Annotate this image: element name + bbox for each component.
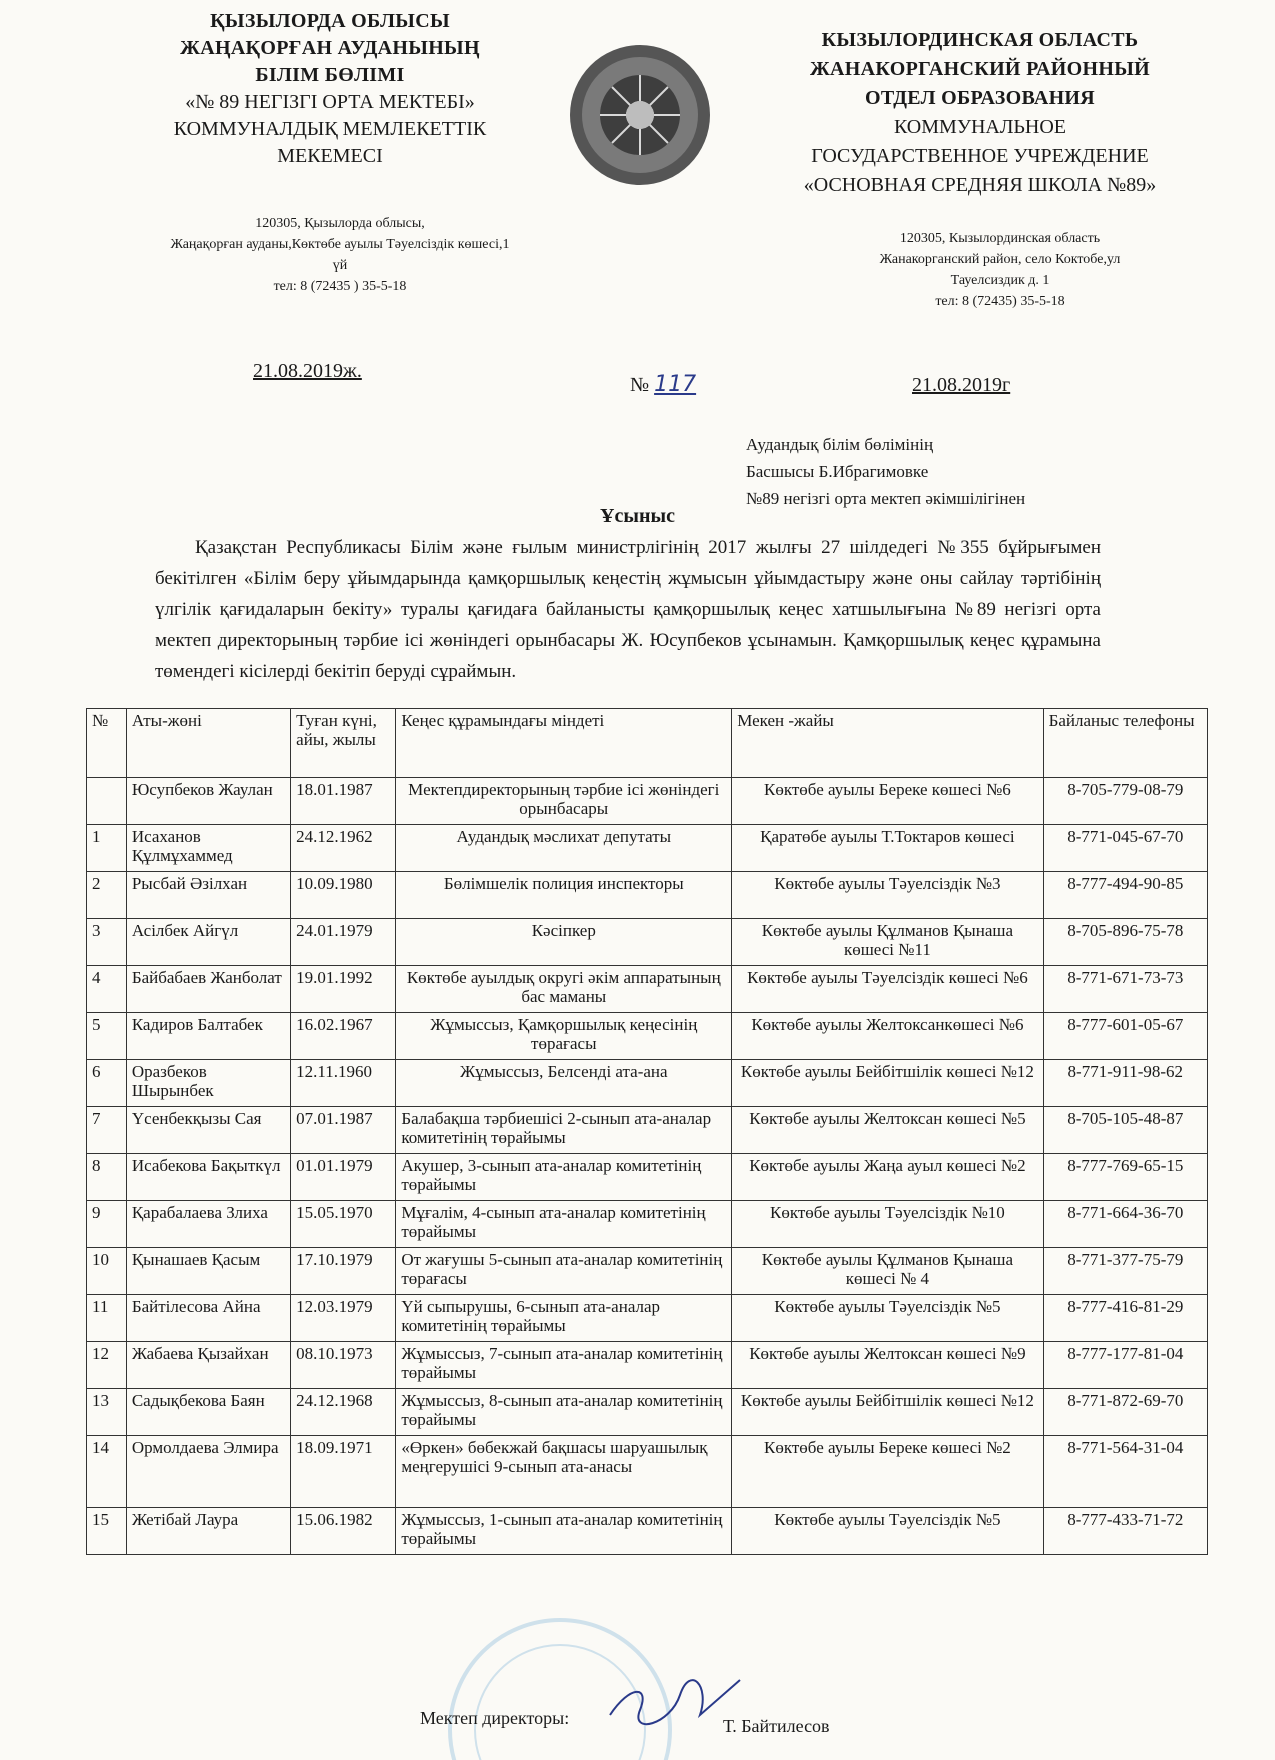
table-row: [87, 1508, 1208, 1555]
cell-birth: 24.01.1979: [291, 919, 396, 966]
header-left-line: «№ 89 НЕГІЗГІ ОРТА МЕКТЕБІ»: [185, 91, 475, 113]
address-line: 120305, Кызылординская область: [899, 231, 1101, 246]
table-row: [87, 1436, 1208, 1508]
header-right-line: ЖАНАКОРГАНСКИЙ РАЙОННЫЙ: [809, 58, 1151, 80]
header-right: [760, 26, 1200, 200]
cell-no: 5: [87, 1013, 127, 1060]
cell-phone: 8-777-177-81-04: [1043, 1342, 1207, 1389]
cell-address: Көктөбе ауылы Құлманов Қынаша көшесі №11: [732, 919, 1043, 966]
cell-phone: 8-771-911-98-62: [1043, 1060, 1207, 1107]
table-row: [87, 1201, 1208, 1248]
cell-role: Акушер, 3-сынып ата-аналар комитетінің төрайымы: [396, 1154, 732, 1201]
cell-no: 7: [87, 1107, 127, 1154]
header-right-line: ГОСУДАРСТВЕННОЕ УЧРЕЖДЕНИЕ: [811, 145, 1149, 167]
cell-role: Көктөбе ауылдық округі әкім аппаратының бас маманы: [396, 966, 732, 1013]
header-no: №: [87, 709, 127, 778]
cell-birth: 01.01.1979: [291, 1154, 396, 1201]
header-left-line: МЕКЕМЕСІ: [277, 145, 383, 167]
table-row: [87, 1154, 1208, 1201]
header-role: Кеңес құрамындағы міндеті: [396, 709, 732, 778]
cell-no: 14: [87, 1436, 127, 1508]
cell-no: 2: [87, 872, 127, 919]
cell-phone: 8-705-105-48-87: [1043, 1107, 1207, 1154]
address-line: тел: 8 (72435) 35-5-18: [935, 294, 1065, 309]
cell-role: От жағушы 5-сынып ата-аналар комитетінің төрағасы: [396, 1248, 732, 1295]
cell-role: Жұмыссыз, Белсенді ата-ана: [396, 1060, 732, 1107]
document-title: Ұсыныс: [600, 505, 675, 527]
address-line: Жаңақорған ауданы,Көктөбе ауылы Тәуелсіздік көшесі,1: [170, 237, 510, 252]
cell-role: Мектепдиректорының тәрбие ісі жөніндегі орынбасары: [396, 778, 732, 825]
table-row: [87, 778, 1208, 825]
cell-name: Үсенбекқызы Сая: [126, 1107, 290, 1154]
addressee-line: Басшысы Б.Ибрагимовке: [746, 462, 929, 481]
cell-address: Көктөбе ауылы Тәуелсіздік №10: [732, 1201, 1043, 1248]
header-left: [130, 8, 530, 170]
cell-birth: 12.03.1979: [291, 1295, 396, 1342]
cell-phone: 8-777-416-81-29: [1043, 1295, 1207, 1342]
cell-address: Көктөбе ауылы Бейбітшілік көшесі №12: [732, 1389, 1043, 1436]
cell-birth: 24.12.1962: [291, 825, 396, 872]
cell-name: Жабаева Қызайхан: [126, 1342, 290, 1389]
members-table: [86, 708, 1208, 1555]
table-row: [87, 825, 1208, 872]
cell-address: Көктөбе ауылы Бейбітшілік көшесі №12: [732, 1060, 1043, 1107]
signature-label: Мектеп директоры:: [420, 1708, 570, 1728]
cell-address: Көктөбе ауылы Тәуелсіздік №3: [732, 872, 1043, 919]
state-emblem-icon: [565, 40, 715, 190]
addressee: [746, 431, 1025, 512]
cell-phone: 8-705-896-75-78: [1043, 919, 1207, 966]
document-number: [630, 372, 696, 397]
header-right-line: ОТДЕЛ ОБРАЗОВАНИЯ: [864, 87, 1096, 109]
cell-birth: 18.01.1987: [291, 778, 396, 825]
cell-address: Көктөбе ауылы Желтоксан көшесі №5: [732, 1107, 1043, 1154]
cell-address: Қаратөбе ауылы Т.Токтаров көшесі: [732, 825, 1043, 872]
cell-no: 11: [87, 1295, 127, 1342]
cell-role: Жұмыссыз, Қамқоршылық кеңесінің төрағасы: [396, 1013, 732, 1060]
header-left-line: БІЛІМ БӨЛІМІ: [255, 64, 405, 86]
table-row: [87, 1013, 1208, 1060]
table-body: [87, 778, 1208, 1555]
cell-no: 12: [87, 1342, 127, 1389]
cell-no: 10: [87, 1248, 127, 1295]
signature-name: Т. Байтилесов: [723, 1716, 830, 1736]
header-phone: Байланыс телефоны: [1043, 709, 1207, 778]
cell-birth: 12.11.1960: [291, 1060, 396, 1107]
cell-name: Жетібай Лаура: [126, 1508, 290, 1555]
number-prefix: №: [630, 374, 650, 396]
cell-birth: 17.10.1979: [291, 1248, 396, 1295]
table-row: [87, 1295, 1208, 1342]
cell-role: Аудандық мәслихат депутаты: [396, 825, 732, 872]
cell-birth: 19.01.1992: [291, 966, 396, 1013]
header-birth: Туған күні, айы, жылы: [291, 709, 396, 778]
cell-birth: 24.12.1968: [291, 1389, 396, 1436]
table-row: [87, 1060, 1208, 1107]
header-left-line: ҚЫЗЫЛОРДА ОБЛЫСЫ: [210, 10, 450, 32]
table-row: [87, 1107, 1208, 1154]
cell-no: 6: [87, 1060, 127, 1107]
cell-phone: 8-771-664-36-70: [1043, 1201, 1207, 1248]
table-row: [87, 919, 1208, 966]
cell-phone: 8-771-045-67-70: [1043, 825, 1207, 872]
cell-no: 15: [87, 1508, 127, 1555]
cell-phone: 8-771-377-75-79: [1043, 1248, 1207, 1295]
cell-no: 1: [87, 825, 127, 872]
header-left-line: ЖАҢАҚОРҒАН АУДАНЫНЫҢ: [180, 37, 480, 59]
cell-birth: 08.10.1973: [291, 1342, 396, 1389]
cell-no: 13: [87, 1389, 127, 1436]
header-right-line: КЫЗЫЛОРДИНСКАЯ ОБЛАСТЬ: [821, 29, 1139, 51]
cell-name: Исаханов Құлмұхаммед: [126, 825, 290, 872]
cell-phone: 8-777-769-65-15: [1043, 1154, 1207, 1201]
cell-name: Оразбеков Шырынбек: [126, 1060, 290, 1107]
table-row: [87, 1389, 1208, 1436]
cell-name: Исабекова Бақыткүл: [126, 1154, 290, 1201]
cell-address: Көктөбе ауылы Желтоксанкөшесі №6: [732, 1013, 1043, 1060]
cell-address: Көктөбе ауылы Береке көшесі №2: [732, 1436, 1043, 1508]
table-row: [87, 1342, 1208, 1389]
cell-birth: 10.09.1980: [291, 872, 396, 919]
cell-birth: 15.05.1970: [291, 1201, 396, 1248]
cell-name: Асілбек Айгүл: [126, 919, 290, 966]
cell-no: [87, 778, 127, 825]
cell-birth: 15.06.1982: [291, 1508, 396, 1555]
cell-no: 3: [87, 919, 127, 966]
cell-name: Байтілесова Айна: [126, 1295, 290, 1342]
cell-name: Юсупбеков Жаулан: [126, 778, 290, 825]
cell-role: Үй сыпырушы, 6-сынып ата-аналар комитетінің төрайымы: [396, 1295, 732, 1342]
cell-address: Көктөбе ауылы Тәуелсіздік №5: [732, 1295, 1043, 1342]
table-header-row: [87, 709, 1208, 778]
cell-role: Балабақша тәрбиешісі 2-сынып ата-аналар комитетінің төрайымы: [396, 1107, 732, 1154]
cell-address: Көктөбе ауылы Жаңа ауыл көшесі №2: [732, 1154, 1043, 1201]
number-handwritten: 117: [654, 372, 697, 397]
header-left-line: КОММУНАЛДЫҚ МЕМЛЕКЕТТІК: [173, 118, 487, 140]
cell-phone: 8-777-433-71-72: [1043, 1508, 1207, 1555]
cell-phone: 8-771-671-73-73: [1043, 966, 1207, 1013]
table-row: [87, 1248, 1208, 1295]
cell-phone: 8-771-872-69-70: [1043, 1389, 1207, 1436]
cell-birth: 16.02.1967: [291, 1013, 396, 1060]
header-name: Аты-жөні: [126, 709, 290, 778]
cell-role: Жұмыссыз, 8-сынып ата-аналар комитетінің төрайымы: [396, 1389, 732, 1436]
cell-role: Жұмыссыз, 7-сынып ата-аналар комитетінің төрайымы: [396, 1342, 732, 1389]
address-right: [800, 228, 1200, 312]
date-ru: 21.08.2019г: [912, 374, 1011, 396]
cell-name: Кадиров Балтабек: [126, 1013, 290, 1060]
address-line: Жанакорганский район, село Коктобе,ул: [879, 252, 1121, 267]
address-left: [120, 213, 560, 297]
cell-no: 4: [87, 966, 127, 1013]
cell-birth: 07.01.1987: [291, 1107, 396, 1154]
cell-no: 8: [87, 1154, 127, 1201]
cell-name: Қынашаев Қасым: [126, 1248, 290, 1295]
cell-role: Бөлімшелік полиция инспекторы: [396, 872, 732, 919]
cell-phone: 8-777-494-90-85: [1043, 872, 1207, 919]
cell-phone: 8-705-779-08-79: [1043, 778, 1207, 825]
address-line: Тауелсиздик д. 1: [950, 273, 1050, 288]
header-right-line: КОММУНАЛЬНОЕ: [893, 116, 1067, 138]
cell-name: Қарабалаева Злиха: [126, 1201, 290, 1248]
cell-address: Көктөбе ауылы Береке көшесі №6: [732, 778, 1043, 825]
cell-address: Көктөбе ауылы Желтоксан көшесі №9: [732, 1342, 1043, 1389]
header-right-line: «ОСНОВНАЯ СРЕДНЯЯ ШКОЛА №89»: [803, 174, 1157, 196]
cell-phone: 8-777-601-05-67: [1043, 1013, 1207, 1060]
cell-address: Көктөбе ауылы Тәуелсіздік көшесі №6: [732, 966, 1043, 1013]
address-line: тел: 8 (72435 ) 35-5-18: [273, 279, 407, 294]
addressee-line: Аудандық білім бөлімінің: [746, 435, 934, 454]
address-line: 120305, Қызылорда облысы,: [255, 216, 425, 231]
cell-address: Көктөбе ауылы Құлманов Қынаша көшесі № 4: [732, 1248, 1043, 1295]
cell-role: Жұмыссыз, 1-сынып ата-аналар комитетінің төрайымы: [396, 1508, 732, 1555]
addressee-line: №89 негізгі орта мектеп әкімшілігінен: [746, 489, 1026, 508]
cell-no: 9: [87, 1201, 127, 1248]
table-row: [87, 872, 1208, 919]
header-address: Мекен -жайы: [732, 709, 1043, 778]
date-kz: 21.08.2019ж.: [253, 360, 362, 382]
cell-role: «Өркен» бөбекжай бақшасы шаруашылық меңгерушісі 9-сынып ата-анасы: [396, 1436, 732, 1508]
cell-name: Садықбекова Баян: [126, 1389, 290, 1436]
cell-role: Кәсіпкер: [396, 919, 732, 966]
cell-phone: 8-771-564-31-04: [1043, 1436, 1207, 1508]
cell-name: Байбабаев Жанболат: [126, 966, 290, 1013]
body-paragraph: Қазақстан Республикасы Білім және ғылым министрлігінің 2017 жылғы 27 шілдедегі №355 бұйрығымен бекітілген «Білім беру ұйымдарында қамқоршылық кеңестің жұмысын ұйымдастыру және оны сайлау тәртібінің үлгілік қағидаларын бекіту» туралы қағидаға байланысты қамқоршылық кеңес хатшылығына №89 негізгі орта мектеп директорының тәрбие ісі жөніндегі орынбасары Ж. Юсупбеков ұсынамын. Қамқоршылық кеңес құрамына төмендегі кісілерді бекітіп беруді сұраймын.: [155, 537, 1101, 682]
address-line: үй: [332, 258, 348, 273]
cell-address: Көктөбе ауылы Тәуелсіздік №5: [732, 1508, 1043, 1555]
cell-name: Ормолдаева Элмира: [126, 1436, 290, 1508]
cell-name: Рысбай Әзілхан: [126, 872, 290, 919]
table-row: [87, 966, 1208, 1013]
cell-role: Мұғалім, 4-сынып ата-аналар комитетінің төрайымы: [396, 1201, 732, 1248]
cell-birth: 18.09.1971: [291, 1436, 396, 1508]
